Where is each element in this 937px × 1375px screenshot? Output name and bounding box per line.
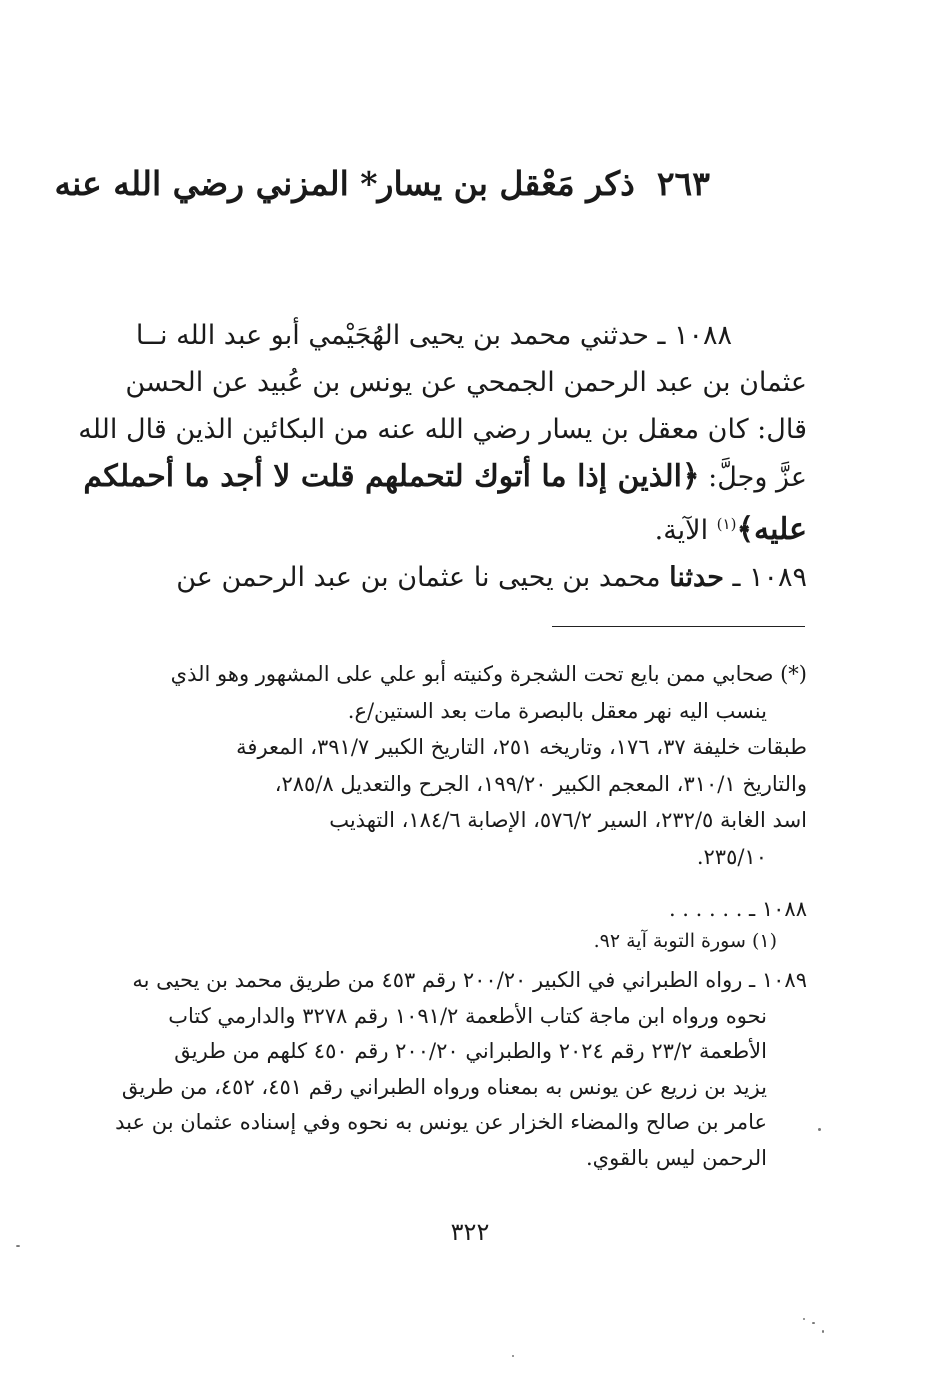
footnote-1088-line: ١٠٨٨ ـ . . . . . .: [668, 897, 807, 921]
chapter-heading: [54, 162, 710, 206]
hadith-1088-line-4: [83, 453, 807, 501]
footnote-ref-1: (١): [716, 515, 737, 533]
chapter-number: ٢٦٣: [656, 164, 710, 203]
hadith-1089-line-1: [135, 554, 807, 601]
footnote-1088-1-line: (١) سورة التوبة آية ٩٢.: [593, 930, 777, 952]
hadith-1088-line-4-text: عزَّ وجلَّ:: [699, 462, 807, 493]
footnote-separator: [552, 626, 805, 627]
hadith-1089: [135, 554, 807, 601]
hadith-1088-line-5-text: الآية.: [654, 515, 717, 546]
footnote-star-line-6: ٢٣٥/١٠.: [696, 844, 767, 869]
footnote-1089-line-5: عامر بن صالح والمضاء الخزار عن يونس به نحوه وفي إسناده عثمان بن عبد: [115, 1110, 767, 1134]
hadith-1088: [78, 312, 807, 554]
scan-speck: [512, 1355, 514, 1357]
footnote-1089-line-4: يزيد بن زريع عن يونس به بمعناه ورواه الطبراني رقم ٤٥١، ٤٥٢، من طريق: [121, 1074, 767, 1099]
hadith-1089-text: محمد بن يحيى نا عثمان بن عبد الرحمن عن: [176, 562, 670, 593]
scan-speck: [822, 1330, 824, 1333]
footnote-1089-line-6: الرحمن ليس بالقوي.: [585, 1145, 767, 1170]
scan-speck: [16, 1245, 20, 1247]
scan-speck: [803, 1318, 805, 1320]
footnote-1089-line-2: نحوه ورواه ابن ماجة كتاب الأطعمة ١٠٩١/٢ رقم ٣٢٧٨ والدارمي كتاب: [168, 1003, 767, 1028]
chapter-title: ذكر مَعْقل بن يسار* المزني رضي الله عنه: [54, 164, 635, 203]
page-number: ٣٢٢: [450, 1218, 490, 1246]
hadith-1089-bold: حدثنا: [669, 562, 724, 593]
hadith-1088-line-2: عثمان بن عبد الرحمن الجمحي عن يونس بن عُبيد عن الحسن: [125, 367, 807, 398]
scan-speck: [812, 1322, 815, 1324]
footnote-1089-line-1: ١٠٨٩ ـ رواه الطبراني في الكبير ٢٠٠/٢٠ رقم ٤٥٣ من طريق محمد بن يحيى به: [132, 968, 807, 992]
scan-speck: [818, 1128, 821, 1131]
footnote-star-line-2: ينسب اليه نهر معقل بالبصرة مات بعد الستين/ع.: [347, 698, 767, 723]
hadith-1089-number: ١٠٨٩ ـ: [723, 562, 807, 593]
quran-verse-part-2: عليه﴾: [736, 512, 807, 547]
footnote-star-line-1: (*) صحابي ممن بايع تحت الشجرة وكنيته أبو علي على المشهور وهو الذي: [170, 662, 807, 686]
footnote-1089-line-3: الأطعمة ٢٣/٢ رقم ٢٠٢٤ والطبراني ٢٠٠/٢٠ رقم ٤٥٠ كلهم من طريق: [174, 1039, 767, 1063]
footnote-star: [135, 656, 807, 875]
footnote-1089: [115, 963, 807, 1176]
footnote-star-line-5: اسد الغابة ٢٣٢/٥، السير ٥٧٦/٢، الإصابة ١٨٤/٦، التهذيب: [329, 808, 807, 832]
hadith-1088-line-3: قال: كان معقل بن يسار رضي الله عنه من البكائين الذين قال الله: [78, 414, 807, 445]
footnote-1088: [135, 891, 807, 928]
footnote-star-line-3: طبقات خليفة ٣٧، ١٧٦، وتاريخه ٢٥١، التاريخ الكبير ٣٩١/٧، المعرفة: [236, 735, 807, 759]
quran-verse-part-1: ﴿الذين إذا ما أتوك لتحملهم قلت لا أجد ما أحملكم: [83, 459, 700, 494]
hadith-1088-line-1: ١٠٨٨ ـ حدثني محمد بن يحيى الهُجَيْمي أبو عبد الله نــا: [135, 320, 732, 351]
footnote-1088-1: [135, 925, 807, 957]
footnote-star-line-4: والتاريخ ٣١٠/١، المعجم الكبير ١٩٩/٢٠، الجرح والتعديل ٢٨٥/٨،: [274, 771, 807, 796]
hadith-1088-line-5: [135, 501, 807, 554]
